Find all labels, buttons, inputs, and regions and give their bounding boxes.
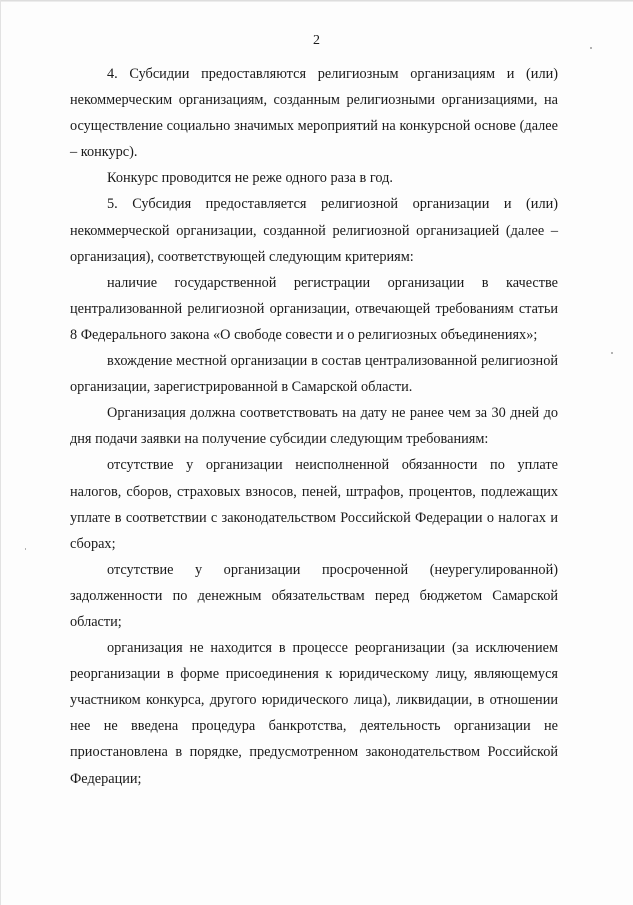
document-body bbox=[70, 61, 558, 792]
paragraph-requirement-reorganization: организация не находится в процессе реорганизации (за исключением реорганизации в форме присоединения к юридическому лицу, являющемуся участником конкурса, другого юридического лица), ликвидации, в отношении нее не введена процедура банкротства, деятельность организации не приостановлена в порядке, предусмотренном законодательством Российской Федерации; bbox=[70, 640, 558, 787]
paragraph-requirement-taxes: отсутствие у организации неисполненной обязанности по уплате налогов, сборов, страховых взносов, пеней, штрафов, процентов, подлежащих уплате в соответствии с законодательством Российской Федерации о налогах и сборах; bbox=[70, 457, 558, 552]
scan-left-edge bbox=[0, 0, 1, 905]
scan-speck bbox=[590, 47, 592, 49]
scan-speck bbox=[611, 352, 613, 354]
paragraph-contest-frequency: Конкурс проводится не реже одного раза в год. bbox=[107, 170, 393, 187]
paragraph-item-5: 5. Субсидия предоставляется религиозной организации и (или) некоммерческой организации, созданной религиозной организацией (далее – организация), соответствующей следующим критериям: bbox=[70, 196, 558, 265]
page-number: 2 bbox=[313, 33, 320, 48]
paragraph-requirement-debt: отсутствие у организации просроченной (неурегулированной) задолженности по денежным обязательствам перед бюджетом Самарской области; bbox=[70, 561, 558, 630]
scan-top-edge bbox=[0, 0, 633, 2]
scan-speck bbox=[25, 548, 26, 550]
paragraph-criterion-registration: наличие государственной регистрации организации в качестве централизованной религиозной организации, отвечающей требованиям статьи 8 Федерального закона «О свободе совести и о религиозных объединениях»; bbox=[70, 274, 558, 343]
paragraph-item-4: 4. Субсидии предоставляются религиозным организациям и (или) некоммерческим организациям, созданным религиозными организациями, на осуществление социально значимых мероприятий на конкурсной основе (далее – конкурс). bbox=[70, 66, 558, 161]
paragraph-criterion-membership: вхождение местной организации в состав централизованной религиозной организации, зарегистрированной в Самарской области. bbox=[70, 353, 558, 396]
paragraph-requirements-intro: Организация должна соответствовать на дату не ранее чем за 30 дней до дня подачи заявки на получение субсидии следующим требованиям: bbox=[70, 405, 558, 448]
